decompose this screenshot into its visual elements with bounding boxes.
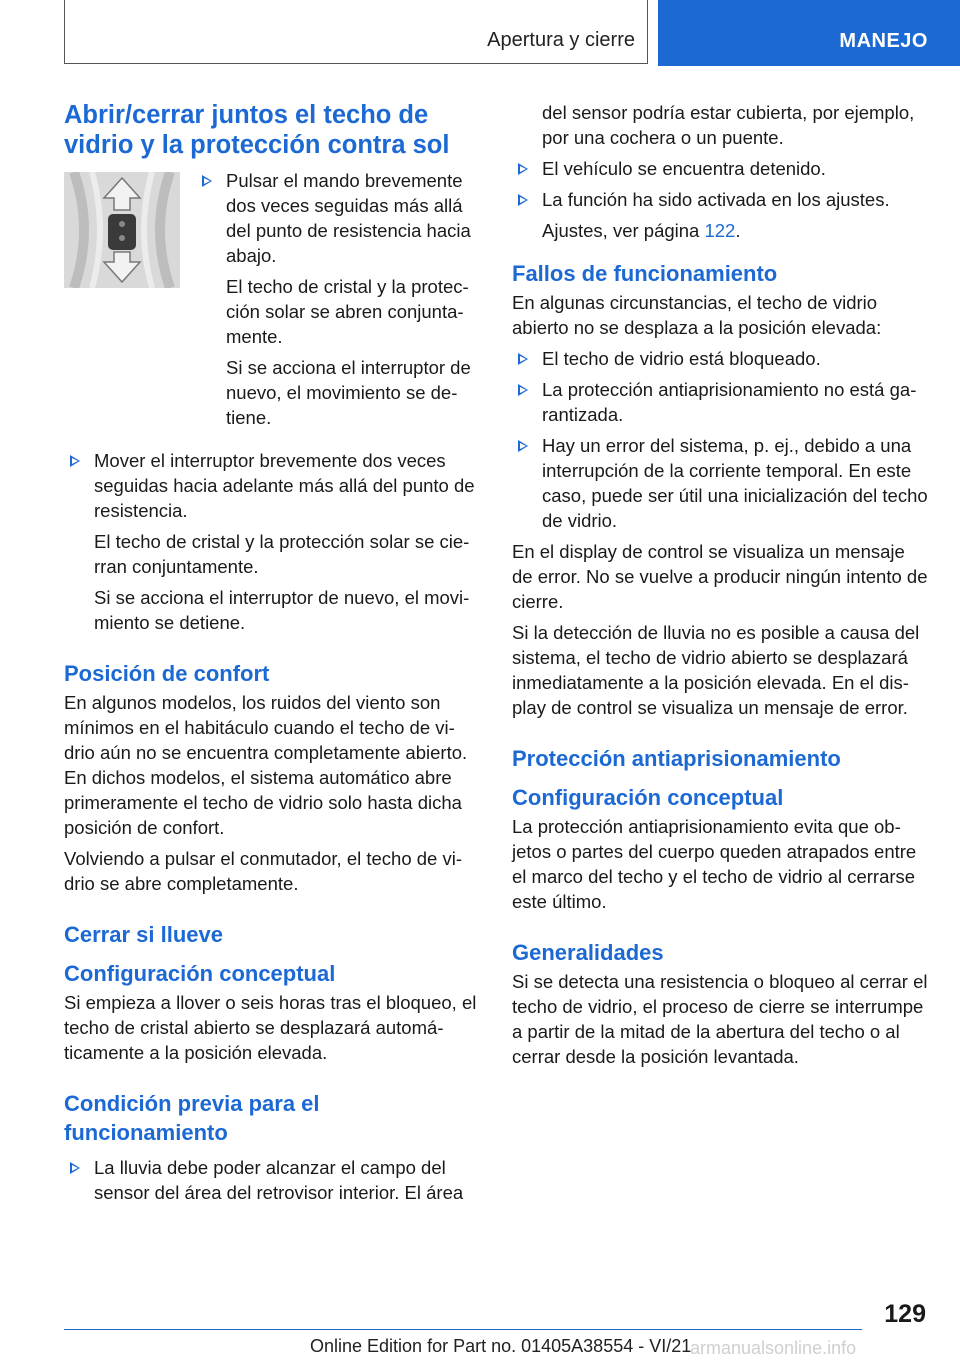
edition-text: Online Edition for Part no. 01405A38554 - VI/21 [310, 1336, 692, 1356]
heading-configuracion-conceptual: Configuración conceptual [512, 785, 784, 810]
heading-posicion-confort: Posición de confort [64, 661, 270, 686]
triangle-bullet-icon [518, 163, 528, 175]
category-title: MANEJO [839, 30, 928, 52]
paragraph: En el display de control se visualiza un mensaje de error. No se vuelve a producir ningún intento de cierre. [512, 541, 928, 612]
paragraph: En algunas circunstancias, el techo de vidrio abierto no se desplaza a la posición elevada: [512, 292, 882, 338]
paragraph: Si se detecta una resistencia o bloqueo al cerrar el techo de vidrio, el proceso de cierre se interrumpe a partir de la mitad de la abertura del techo o al cerrar desde la posición levantada. [512, 971, 928, 1067]
right-column [512, 100, 928, 1075]
paragraph: En algunos modelos, los ruidos del viento son mínimos en el habitáculo cuando el techo de vidrio aún no se encuentra completamente abierto. En dichos modelos, el sistema automático abre primeramente el techo de vidrio solo hasta dicha posición de confort. [64, 692, 468, 838]
bullet-continuation: del sensor podría estar cubierta, por ejemplo, por una cochera o un puente. [542, 102, 915, 148]
list-item: El vehículo se encuentra detenido. [512, 156, 928, 181]
watermark-logo: armanualsonline.info [690, 1338, 857, 1358]
footer-divider [64, 1329, 862, 1330]
figure-block [64, 168, 478, 444]
list-item: Hay un error del sistema, p. ej., debido a una interrupción de la corriente temporal. En este caso, puede ser útil una inicialización del techo de vidrio. [512, 433, 928, 533]
list-item: El techo de vidrio está bloqueado. [512, 346, 928, 371]
triangle-bullet-icon [518, 353, 528, 365]
roof-switch-image [64, 172, 180, 288]
heading-configuracion-conceptual: Configuración conceptual [64, 961, 336, 986]
list-item: La lluvia debe poder alcanzar el campo del sensor del área del retrovisor interior. El área [64, 1155, 478, 1205]
heading-abrir-cerrar: Abrir/cerrar juntos el techo de vidrio y la protección contra sol [64, 101, 450, 159]
paragraph: Si empieza a llover o seis horas tras el bloqueo, el techo de cristal abierto se desplazará automáticamente a la posición elevada. [64, 992, 477, 1063]
list-item: La protección antiaprisionamiento no está garantizada. [512, 377, 928, 427]
list-item: Pulsar el mando brevemente dos veces seguidas más allá del punto de resistencia hacia abajo. [196, 168, 478, 268]
left-column [64, 100, 478, 1211]
page-link[interactable]: 122 [704, 220, 736, 241]
triangle-bullet-icon [70, 1162, 80, 1174]
page-header [64, 0, 960, 66]
figure-text [196, 168, 478, 436]
heading-condicion-previa: Condición previa para el funcionamiento [64, 1091, 320, 1145]
page-number: 129 [884, 1300, 926, 1328]
list-item: La función ha sido activada en los ajustes. [512, 187, 928, 212]
bullet-note: El techo de cristal y la protección solar se abren conjuntamente. [226, 276, 469, 347]
paragraph: La protección antiaprisionamiento evita que objetos o partes del cuerpo queden atrapados entre el marco del techo y el techo de vidrio al cerrarse este último. [512, 816, 917, 912]
triangle-bullet-icon [518, 384, 528, 396]
paragraph: Si la detección de lluvia no es posible a causa del sistema, el techo de vidrio abierto se desplazará inmediatamente a la posición elevada. En el display de control se visualiza un mensaje de error. [512, 622, 920, 718]
heading-fallos: Fallos de funcionamiento [512, 261, 778, 286]
switch-illustration [64, 172, 180, 288]
heading-cerrar-si-llueve: Cerrar si llueve [64, 922, 223, 947]
triangle-bullet-icon [202, 175, 212, 187]
list-item: Mover el interruptor brevemente dos veces seguidas hacia adelante más allá del punto de resistencia. [64, 448, 478, 523]
page-reference: Ajustes, ver página 122. [542, 220, 741, 241]
category-tab [658, 0, 960, 66]
bullet-note: El techo de cristal y la protección solar se cierran conjuntamente. [94, 531, 470, 577]
triangle-bullet-icon [518, 440, 528, 452]
bullet-note: Si se acciona el interruptor de nuevo, el movimiento se detiene. [226, 357, 471, 428]
section-tab [64, 0, 648, 64]
heading-proteccion: Protección antiaprisionamiento [512, 746, 841, 771]
heading-generalidades: Generalidades [512, 940, 664, 965]
triangle-bullet-icon [70, 455, 80, 467]
triangle-bullet-icon [518, 194, 528, 206]
bullet-note: Si se acciona el interruptor de nuevo, el movimiento se detiene. [94, 587, 470, 633]
section-title: Apertura y cierre [487, 29, 635, 51]
paragraph: Volviendo a pulsar el conmutador, el techo de vidrio se abre completamente. [64, 848, 463, 894]
